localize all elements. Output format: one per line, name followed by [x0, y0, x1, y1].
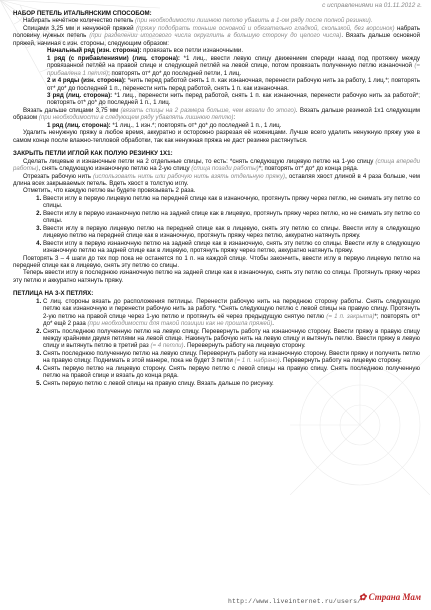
logo-mark-icon: ✿ [358, 592, 369, 602]
list-item: 5. Снять первую петлю с левой спицы на правую спицу. Вязать дальше по рисунку. [43, 380, 420, 387]
note-text: (= 1 п. набрано) [234, 357, 280, 365]
text: . Перевернуть работу на лицевую сторону. [183, 342, 306, 350]
site-logo [359, 594, 421, 601]
step-list [13, 195, 420, 255]
text: провязать все петли изнаночными. [141, 47, 244, 55]
note-text: (= прибавлена 1 петля) [47, 62, 420, 77]
row-instruction [13, 55, 420, 77]
text: Набирать нечётное количество петель [23, 17, 136, 25]
paragraph [13, 25, 420, 47]
note-text: (использовать нить или рабочую нить взять отдельную пряжу) [92, 172, 286, 180]
paragraph [13, 173, 420, 188]
revision-date: с исправлениями на 01.11.2012 г. [322, 2, 422, 9]
step-list [13, 298, 420, 387]
paragraph [13, 17, 420, 24]
text: . [272, 320, 275, 328]
text: Спицами 3,25 мм и ненужной пряжей [23, 24, 137, 32]
document-body [13, 10, 420, 387]
text: Отрезать рабочую нить [23, 172, 93, 180]
note-text: (= 4 петли) [150, 342, 184, 350]
paragraph: Повторять 3 – 4 шаги до тех пор пока не останется по 1 п. на каждой спице. Чтобы закончить, ввести иглу в первую лицевую петлю на передней спице как в лицевую, снять эту петлю со спицы. [13, 254, 420, 269]
list-item: 4. Снять первую петлю на лицевую сторону. Снять первую петлю с левой спицы на правую спицу. Снять последнюю полученную петлю на правой спице и вязать до конца ряда. [43, 365, 420, 380]
text: ; повторять от* до* до последней петли, 1 лиц. [108, 69, 242, 77]
text: : [233, 114, 236, 122]
note-text: (пряжу подобрать тоньше основной и обязательно гладкой, скользкой, без ворсинок) [136, 24, 395, 32]
text: *1 лиц., перенести нить перед работой, снять 1 п. как изнаночная, перенести рабочую нить за работой*; повторять от* до* до последней 1 п., 1 лиц. [47, 91, 420, 107]
text: Снять последнюю полученную петлю на левую спицу. Перевернуть работу на изнаночную сторону. Ввести пряжу и получить петлю на правую спицу. Поднимать в этой манере, пока не будет 3 петли [43, 349, 420, 365]
row-label: 1 ряд (лиц. сторона): [47, 121, 111, 129]
list-item [43, 328, 420, 350]
text: , снять следующую изнаночную петлю на 2-ую спицу [38, 165, 192, 173]
note-text: (при разделении итогового числа округлить в большую сторону до целого числа) [89, 32, 342, 40]
paragraph [13, 158, 420, 173]
list-item: 4. Ввести иглу в первую изнаночную петлю на задней спице как в изнаночную, снять эту петлю со спицы. Ввести иглу в следующую изнаночную петлю на задней спице как в лицевую, протянуть пряжу через петлю, аккуратно натянуть пряжу. [43, 240, 420, 255]
list-item: 3. Ввести иглу в первую лицевую петлю на передней спице как в лицевую, снять эту петлю со спицы. Ввести иглу в следующую лицевую петлю на передней спице как в изнаночную, протянуть пряжу через петлю, аккуратно натянуть пряжу. [43, 225, 420, 240]
text: . Вязать дальше основной пряжей, начиная с изн. стороны, следующим образом: [13, 32, 420, 47]
row-instruction [13, 92, 420, 107]
paragraph: Теперь ввести иглу в последнюю изнаночную петлю на задней спице как в изнаночную, снять эту петлю со спицы. Протянуть пряжу через эту петлю и аккуратно натянуть пряжу. [13, 269, 420, 284]
text: . Вязать дальше резинкой 1х1 следующим образом [13, 106, 420, 122]
list-item: 2. Ввести иглу в первую изнаночную петлю на задней спице как в лицевую, протянуть пряжу через петлю, но не снимать эту петлю со спицы. [43, 210, 420, 225]
note-text: (= 1 п. закрыта) [326, 312, 375, 320]
text: . Перевернуть работу на лицевую сторону. [279, 357, 402, 365]
text: *1 лиц., 1 изн.*; повторять от* до* до последней 1 п., 1 лиц. [110, 121, 282, 129]
text: , оставляя хвост длиной в 4 раза больше, чем длина всех закрываемых петель. Вдеть хвост в толстую иглу. [13, 172, 420, 187]
text: набрать половину нужных петель [13, 24, 421, 40]
note-text: (при необходимости лишнюю петлю убавить в 1-ом ряду после полной резинки). [135, 17, 373, 25]
list-item [43, 350, 420, 365]
row-instruction [13, 47, 420, 54]
paragraph: Отметить, что каждую петлю вы будете провязывать 2 раза. [23, 187, 196, 195]
list-item: 1. Ввести иглу в первую лицевую петлю на передней спице как в изнаночную, протянуть пряжу через петлю, не снимать эту петлю со спицы. [43, 195, 420, 210]
note-text: (при необходимости в следующем ряду убавлять лишнюю петлю) [38, 114, 234, 122]
list-item [43, 298, 420, 328]
text: *нить перед работой снять 1 п. как изнаночная, перенести рабочую нить за работу, 1 лиц.*; повторять от* до* до последней 1 п., перенести нить перед работой, снять 1 п. как изнаночная. [47, 77, 420, 92]
row-label: 1 ряд (с прибавлениями) (лиц. сторона): [47, 54, 180, 62]
text: *; повторять от* до* ещё 2 раза [43, 312, 420, 328]
text: С лиц. стороны вязать до расположения петлицы. Перенести рабочую нить на переднюю сторону работы. Снять следующую петлю как изнаночную и перенести рабочую нить за работу. *Снять следующую петлю с левой спицы на правую спицу. Протянуть 2-ую петлю на правой спице через 1-ую петлю и протянуть её через предыдущую снятую петлю [43, 297, 420, 320]
text: *; повторять от* до* до конца ряда. [258, 165, 359, 173]
logo-text: Страна Мам [368, 592, 421, 602]
row-label: 2 и 4 ряды (изн. сторона): [47, 77, 126, 85]
paragraph [13, 107, 420, 122]
note-text: (при необходимости для такой позиции как не прошла пряжей) [87, 320, 273, 328]
note-text: (спица позади работы) [191, 165, 259, 173]
row-instruction [13, 122, 420, 129]
section-title-bind-off: ЗАКРЫТЬ ПЕТЛИ ИГЛОЙ КАК ПОЛУЮ РЕЗИНКУ 1Х1: [13, 150, 173, 158]
note-text: (вязать спицы на 2 размера больше, чем вязали до этого) [120, 106, 296, 114]
row-label: 3 ряд (лиц. сторона): [47, 91, 113, 99]
text: Снять последнюю полученную петлю на левую спицу. Перевернуть работу на изнаночную сторону. Ввести пряжу в правую спицу между крайними двумя петлями на левой спице. Накинуть рабочую нить на левую спицу и вытянуть петлю. Ввести пряжу в левую спицу и вытянуть петлю в третий раз [43, 327, 420, 350]
note-text: (спица впереди работы) [13, 157, 421, 173]
text: Сделать лицевые и изнаночные петли на 2 отдельные спицы, то есть: *снять следующую лицевую петлю на 1-ую спицу [23, 157, 376, 165]
section-title-italian-cast-on: НАБОР ПЕТЕЛЬ ИТАЛЬЯНСКИМ СПОСОБОМ: [13, 10, 152, 17]
footer-url: http://www.liveinternet.ru/users/ [228, 598, 362, 605]
paragraph: Удалить ненужную пряжу в любое время, аккуратно и осторожно разрезая её ножницами. Лучше всего удалить ненужную пряжу уже в самом конце после влажно-тепловой обработки, так как ненужная пряжа не даст резинке растянуться. [13, 129, 420, 144]
text: Вязать дальше спицами 3,75 мм [23, 106, 121, 114]
row-label: Начальный ряд (изн. сторона): [47, 47, 142, 55]
row-instruction [13, 77, 420, 92]
section-title-buttonhole: ПЕТЛИЦА НА 3-Х ПЕТЛЯХ: [13, 290, 94, 298]
text: *1 лиц., ввести левую спицу движением спереди назад под протяжку между провязанной петлёй на правой спице и следующей петлёй на левой спице, потом провязать полученную петлю изнаночной [47, 54, 420, 70]
